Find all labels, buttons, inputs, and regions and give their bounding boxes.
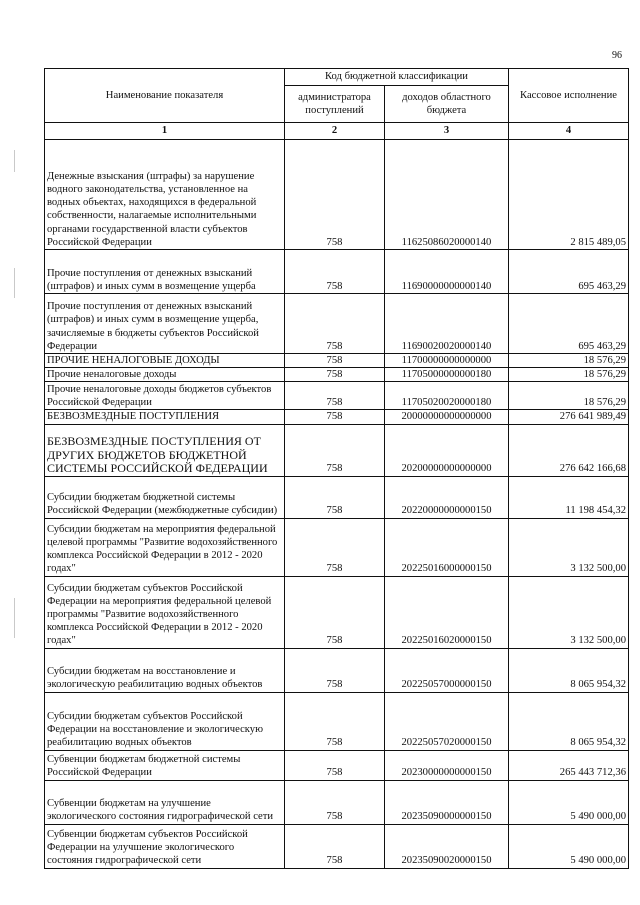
row-admin: 758 — [285, 410, 385, 424]
row-admin: 758 — [285, 780, 385, 824]
row-code: 20225016020000150 — [385, 576, 509, 648]
row-amount: 2 815 489,05 — [509, 140, 629, 250]
header-code-group: Код бюджетной классификации — [285, 69, 509, 86]
column-numbers — [45, 123, 629, 140]
row-code: 20225057000000150 — [385, 648, 509, 692]
row-name: Субсидии бюджетам на мероприятия федеральной целевой программы "Развитие водохозяйственного комплекса Российской Федерации в 2012 - 2020 годах" — [45, 518, 285, 576]
table-row — [45, 692, 629, 750]
table-row — [45, 780, 629, 824]
table-row — [45, 250, 629, 294]
header-execution: Кассовое исполнение — [509, 69, 629, 123]
row-amount: 18 576,29 — [509, 368, 629, 382]
row-amount: 265 443 712,36 — [509, 750, 629, 780]
row-code: 11705020020000180 — [385, 382, 509, 410]
row-admin: 758 — [285, 692, 385, 750]
table-row — [45, 368, 629, 382]
header-admin: администратора поступлений — [285, 86, 385, 123]
table-row — [45, 424, 629, 476]
row-code: 20000000000000000 — [385, 410, 509, 424]
row-code: 20225016000000150 — [385, 518, 509, 576]
row-code: 11625086020000140 — [385, 140, 509, 250]
row-admin: 758 — [285, 750, 385, 780]
table-row — [45, 410, 629, 424]
table-row — [45, 294, 629, 354]
row-name: Субвенции бюджетам субъектов Российской Федерации на улучшение экологического состояния гидрографической сети — [45, 824, 285, 868]
row-name: Прочие поступления от денежных взысканий (штрафов) и иных сумм в возмещение ущерба — [45, 250, 285, 294]
row-amount: 3 132 500,00 — [509, 518, 629, 576]
table-row — [45, 576, 629, 648]
row-admin: 758 — [285, 648, 385, 692]
row-code: 20200000000000000 — [385, 424, 509, 476]
page-number: 96 — [612, 50, 622, 61]
row-code: 11700000000000000 — [385, 354, 509, 368]
row-name: Субсидии бюджетам субъектов Российской Федерации на восстановление и экологическую реабилитацию водных объектов — [45, 692, 285, 750]
row-admin: 758 — [285, 382, 385, 410]
row-admin: 758 — [285, 140, 385, 250]
table-row — [45, 354, 629, 368]
margin-mark — [14, 150, 15, 172]
row-name: БЕЗВОЗМЕЗДНЫЕ ПОСТУПЛЕНИЯ — [45, 410, 285, 424]
row-name: ПРОЧИЕ НЕНАЛОГОВЫЕ ДОХОДЫ — [45, 354, 285, 368]
row-admin: 758 — [285, 824, 385, 868]
margin-mark — [14, 598, 15, 638]
column-number: 2 — [285, 123, 385, 140]
row-admin: 758 — [285, 368, 385, 382]
row-name: Субвенции бюджетам на улучшение экологического состояния гидрографической сети — [45, 780, 285, 824]
row-amount: 18 576,29 — [509, 354, 629, 368]
budget-table — [44, 68, 629, 869]
table-row — [45, 648, 629, 692]
margin-mark — [14, 268, 15, 298]
row-name: Субсидии бюджетам на восстановление и экологическую реабилитацию водных объектов — [45, 648, 285, 692]
row-amount: 3 132 500,00 — [509, 576, 629, 648]
row-code: 20235090020000150 — [385, 824, 509, 868]
table-row — [45, 750, 629, 780]
row-admin: 758 — [285, 518, 385, 576]
column-number: 1 — [45, 123, 285, 140]
row-amount: 5 490 000,00 — [509, 824, 629, 868]
table-row — [45, 476, 629, 518]
table-row — [45, 518, 629, 576]
row-amount: 8 065 954,32 — [509, 692, 629, 750]
row-code: 20235090000000150 — [385, 780, 509, 824]
table-row — [45, 140, 629, 250]
column-number: 4 — [509, 123, 629, 140]
table-row — [45, 824, 629, 868]
row-name: Денежные взыскания (штрафы) за нарушение водного законодательства, установленное на водных объектах, находящихся в федеральной собственности, налагаемые исполнительными органами государственной власти субъектов Российской Федерации — [45, 140, 285, 250]
row-amount: 695 463,29 — [509, 294, 629, 354]
row-amount: 8 065 954,32 — [509, 648, 629, 692]
row-name: Субсидии бюджетам субъектов Российской Федерации на мероприятия федеральной целевой программы "Развитие водохозяйственного комплекса Российской Федерации в 2012 - 2020 годах" — [45, 576, 285, 648]
table-header — [45, 69, 629, 140]
header-name: Наименование показателя — [45, 69, 285, 123]
row-code: 11705000000000180 — [385, 368, 509, 382]
row-amount: 695 463,29 — [509, 250, 629, 294]
row-name: Субсидии бюджетам бюджетной системы Российской Федерации (межбюджетные субсидии) — [45, 476, 285, 518]
row-name: Субвенции бюджетам бюджетной системы Российской Федерации — [45, 750, 285, 780]
row-name: Прочие поступления от денежных взысканий (штрафов) и иных сумм в возмещение ущерба, зачисляемые в бюджеты субъектов Российской Федерации — [45, 294, 285, 354]
row-admin: 758 — [285, 250, 385, 294]
row-admin: 758 — [285, 424, 385, 476]
row-code: 11690000000000140 — [385, 250, 509, 294]
header-income: доходов областного бюджета — [385, 86, 509, 123]
row-admin: 758 — [285, 294, 385, 354]
row-name: Прочие неналоговые доходы — [45, 368, 285, 382]
row-admin: 758 — [285, 576, 385, 648]
row-amount: 11 198 454,32 — [509, 476, 629, 518]
row-admin: 758 — [285, 354, 385, 368]
row-amount: 5 490 000,00 — [509, 780, 629, 824]
row-amount: 276 641 989,49 — [509, 410, 629, 424]
table-row — [45, 382, 629, 410]
row-code: 11690020020000140 — [385, 294, 509, 354]
row-name: БЕЗВОЗМЕЗДНЫЕ ПОСТУПЛЕНИЯ ОТ ДРУГИХ БЮДЖЕТОВ БЮДЖЕТНОЙ СИСТЕМЫ РОССИЙСКОЙ ФЕДЕРАЦИИ — [45, 424, 285, 476]
row-amount: 18 576,29 — [509, 382, 629, 410]
column-number: 3 — [385, 123, 509, 140]
row-name: Прочие неналоговые доходы бюджетов субъектов Российской Федерации — [45, 382, 285, 410]
row-code: 20225057020000150 — [385, 692, 509, 750]
row-code: 20220000000000150 — [385, 476, 509, 518]
row-code: 20230000000000150 — [385, 750, 509, 780]
row-admin: 758 — [285, 476, 385, 518]
row-amount: 276 642 166,68 — [509, 424, 629, 476]
